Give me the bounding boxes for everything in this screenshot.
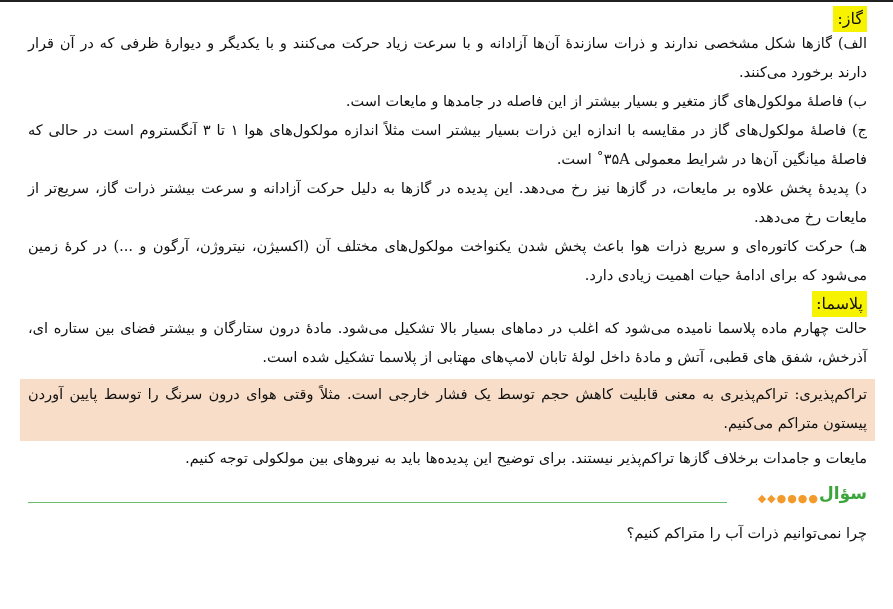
liquids-para: مایعات و جامدات برخلاف گازها تراکم‌پذیر نیستند. برای توضیح این پدیده‌ها باید به نیروهای بین مولکولی توجه کنیم. (185, 451, 867, 467)
plasma-title: پلاسما: (812, 291, 867, 317)
gas-para-b: ب) فاصلهٔ مولکول‌های گاز متغیر و بسیار بیشتر از این فاصله در جامدها و مایعات است. (345, 94, 867, 110)
gas-para-d: د) پدیدهٔ پخش علاوه بر مایعات، در گازها نیز رخ می‌دهد. این پدیده در گازها به دلیل حرکت آزادانه و سرعت بیشتر ذرات گاز، سریع‌تر از مایعات رخ می‌دهد. (28, 181, 867, 226)
gas-para-a: الف) گازها شکل مشخصی ندارند و ذرات سازندهٔ آن‌ها آزادانه و با سرعت زیاد حرکت می‌کنند و با یکدیگر و دیوارهٔ ظرفی که در آن قرار دارند برخورد می‌کنند. (28, 36, 867, 81)
question-dots-icon: ●●●●◆◆ (757, 492, 819, 505)
gas-para-e: هـ) حرکت کاتوره‌ای و سریع ذرات هوا باعث پخش شدن یکنواخت مولکول‌های مختلف آن (اکسیژن، نیتروژن، آرگون و ...) در کرهٔ زمین می‌شود که برای ادامهٔ حیات اهمیت زیادی دارد. (28, 239, 867, 284)
top-rule (0, 0, 893, 2)
question-text: چرا نمی‌توانیم ذرات آب را متراکم کنیم؟ (626, 526, 867, 542)
compressibility-box: تراکم‌پذیری: تراکم‌پذیری به معنی قابلیت کاهش حجم توسط یک فشار خارجی است. مثلاً وقتی هوای درون سرنگ را توسط پایین آوردن پیستون متراکم می‌کنیم. (20, 379, 875, 441)
question-title: سؤال (819, 484, 867, 504)
question-header (28, 478, 867, 514)
question-divider (28, 502, 727, 503)
gas-title: گاز: (833, 6, 867, 32)
document-page (28, 6, 867, 549)
plasma-para: حالت چهارم ماده پلاسما نامیده می‌شود که اغلب در دماهای بسیار بالا تشکیل می‌شود. مادهٔ درون ستارگان و بیشتر فضای بین ستاره ای، آذرخش، شفق های قطبی، آتش و مادهٔ داخل لولهٔ تابان لامپ‌های مهتابی از پلاسما تشکیل شده است. (28, 321, 867, 366)
gas-para-c: ج) فاصلهٔ مولکول‌های گاز در مقایسه با اندازه این ذرات بسیار بیشتر است مثلاً اندازه مولکول‌های هوا ۱ تا ۳ آنگستروم است در حالی که فاصلهٔ میانگین آن‌ها در شرایط معمولی ۳۵A˚ است. (28, 123, 867, 168)
plasma-heading (28, 291, 867, 315)
gas-heading (28, 6, 867, 30)
